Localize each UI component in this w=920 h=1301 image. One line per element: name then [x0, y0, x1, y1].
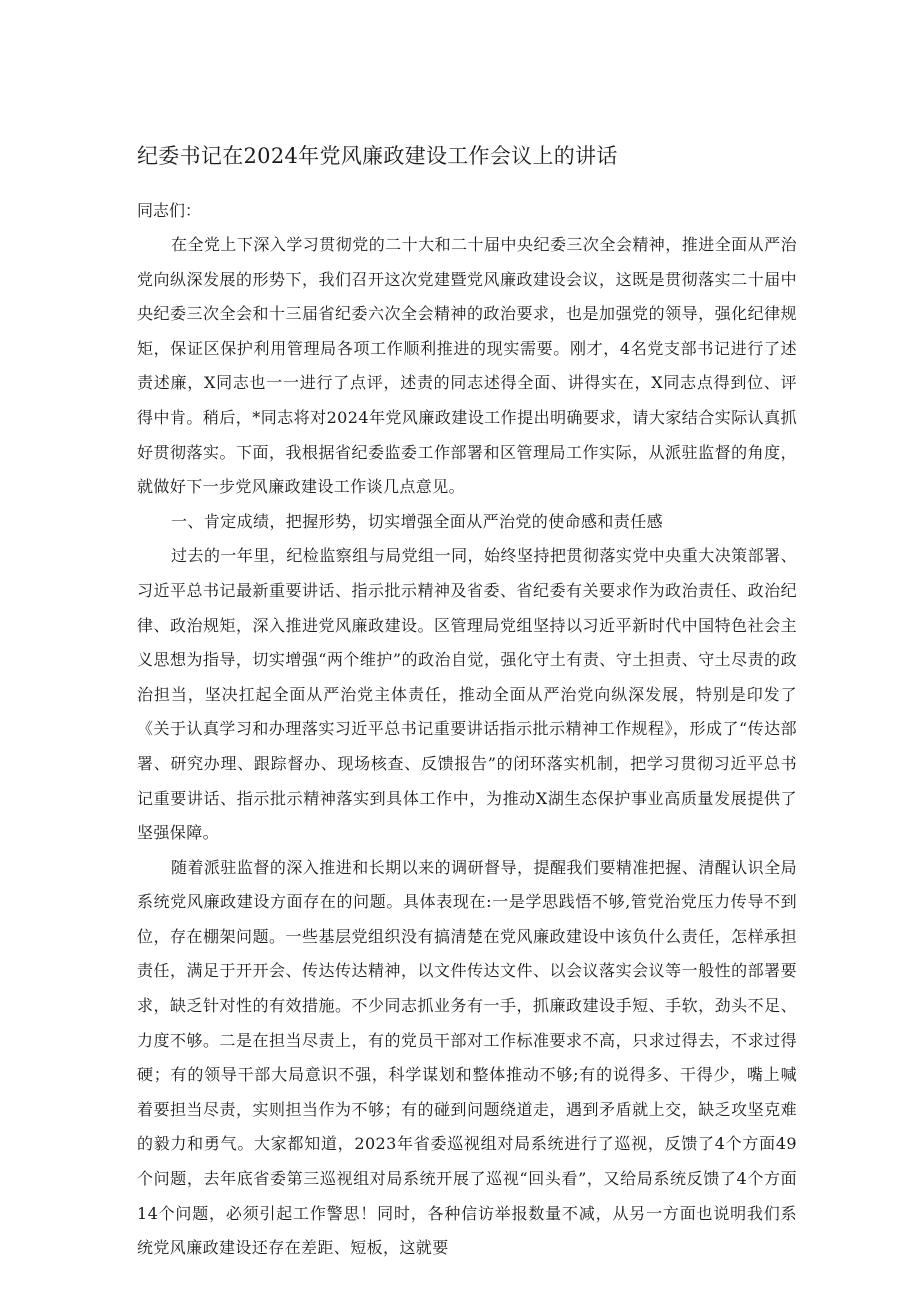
- paragraph-problems: 随着派驻监督的深入推进和长期以来的调研督导，提醒我们要精准把握、清醒认识全局系统党风廉政建设方面存在的问题。具体表现在:一是学思践悟不够,管党治党压力传导不到位，存在棚架问题。一些基层党组织没有搞清楚在党风廉政建设中该负什么责任，怎样承担责任，满足于开开会、传达传达精神，以文件传达文件、以会议落实会议等一般性的部署要求，缺乏针对性的有效措施。不少同志抓业务有一手，抓廉政建设手短、手软，劲头不足、力度不够。二是在担当尽责上，有的党员干部对工作标准要求不高，只求过得去，不求过得硬；有的领导干部大局意识不强，科学谋划和整体推动不够;有的说得多、干得少，嘴上喊着要担当尽责，实则担当作为不够；有的碰到问题绕道走，遇到矛盾就上交，缺乏攻坚克难的毅力和勇气。大家都知道，2023年省委巡视组对局系统进行了巡视，反馈了4个方面49个问题，去年底省委第三巡视组对局系统开展了巡视“回头看”，又给局系统反馈了4个方面14个问题，必须引起工作警思！同时，各种信访举报数量不减，从另一方面也说明我们系统党风廉政建设还存在差距、短板，这就要: [137, 857, 797, 1258]
- paragraph-intro: 在全党上下深入学习贯彻党的二十大和二十届中央纪委三次全会精神，推进全面从严治党向纵深发展的形势下，我们召开这次党建暨党风廉政建设会议，这既是贯彻落实二十届中央纪委三次全会和十三届省纪委六次全会精神的政治要求，也是加强党的领导，强化纪律规矩，保证区保护利用管理局各项工作顺利推进的现实需要。刚才，4名党支部书记进行了述责述廉，X同志也一一进行了点评，述责的同志述得全面、讲得实在，X同志点得到位、评得中肯。稍后，*同志将对2024年党风廉政建设工作提出明确要求，请大家结合实际认真抓好贯彻落实。下面，我根据省纪委监委工作部署和区管理局工作实际，从派驻监督的角度，就做好下一步党风廉政建设工作谈几点意见。: [137, 235, 797, 497]
- section-heading-1: 一、肯定成绩，把握形势，切实增强全面从严治党的使命感和责任感: [171, 511, 664, 531]
- salutation: 同志们：: [137, 201, 202, 220]
- document-title: 纪委书记在2024年党风廉政建设工作会议上的讲话: [137, 144, 618, 168]
- document-page: [137, 140, 797, 1266]
- paragraph-achievements: 过去的一年里，纪检监察组与局党组一同，始终坚持把贯彻落实党中央重大决策部署、习近平总书记最新重要讲话、指示批示精神及省委、省纪委有关要求作为政治责任、政治纪律、政治规矩，深入推进党风廉政建设。区管理局党组坚持以习近平新时代中国特色社会主义思想为指导，切实增强“两个维护”的政治自觉，强化守土有责、守土担责、守土尽责的政治担当，坚决扛起全面从严治党主体责任，推动全面从严治党向纵深发展，特别是印发了《关于认真学习和办理落实习近平总书记重要讲话指示批示精神工作规程》，形成了“传达部署、研究办理、跟踪督办、现场核查、反馈报告”的闭环落实机制，把学习贯彻习近平总书记重要讲话、指示批示精神落实到具体工作中，为推动X湖生态保护事业高质量发展提供了坚强保障。: [137, 546, 797, 843]
